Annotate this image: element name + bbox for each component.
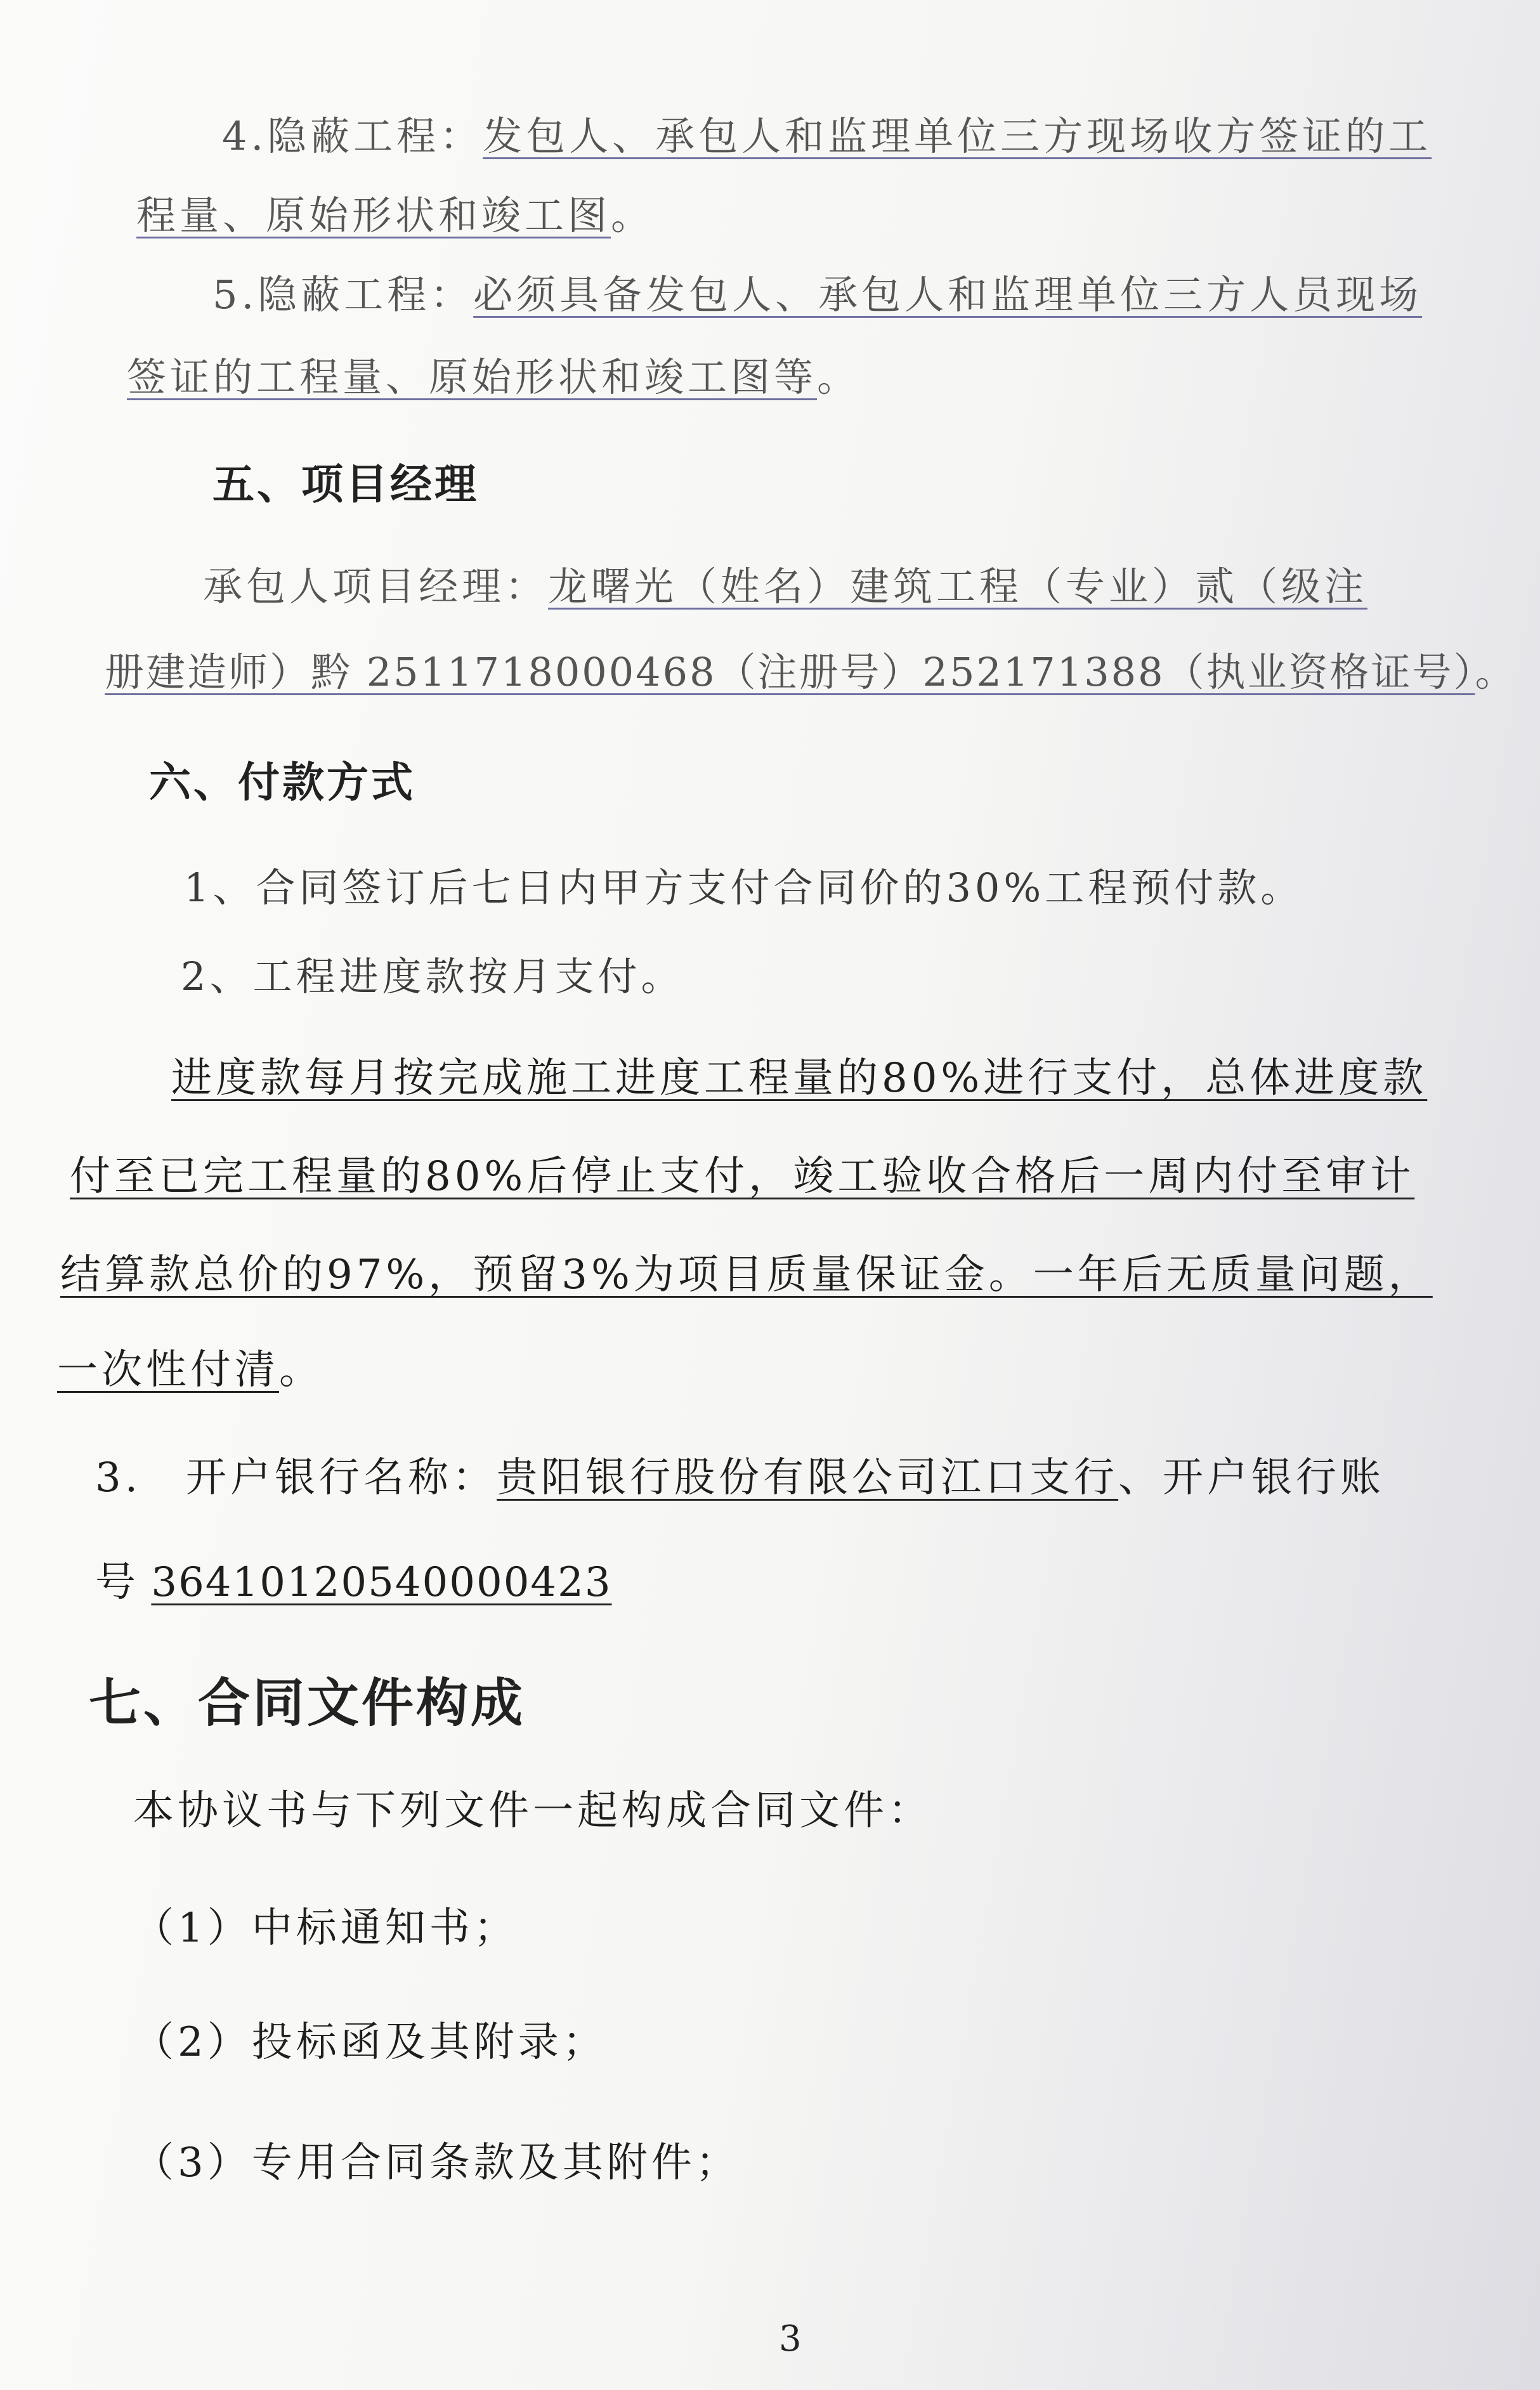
bank-name: 贵阳银行股份有限公司江口支行 — [497, 1454, 1119, 1501]
item-4-line-1 — [222, 111, 1432, 162]
bank-line — [95, 1453, 1385, 1503]
section-6-para-line-2 — [70, 1151, 1414, 1202]
item-5-underlined-1: 必须具备发包人、承包人和监理单位三方人员现场 — [473, 271, 1423, 318]
section-6-line-2: 2、工程进度款按月支付。 — [181, 953, 684, 1000]
section-7-title: 七、合同文件构成 — [89, 1673, 526, 1734]
progress-payment-end: 。 — [279, 1347, 323, 1394]
section-5-title: 五、项目经理 — [212, 460, 479, 509]
item-5-underlined-2: 签证的工程量、原始形状和竣工图等 — [127, 354, 818, 400]
section-6-para-line-3 — [60, 1250, 1433, 1300]
bank-mid: 、开户银行账 — [1118, 1454, 1385, 1501]
progress-payment-4: 一次性付清 — [57, 1347, 279, 1394]
section-5-underlined-1: 龙曙光（姓名）建筑工程（专业）贰（级注 — [548, 563, 1368, 610]
section-6-line-1: 1、合同签订后七日内甲方支付合同价的30%工程预付款。 — [184, 865, 1304, 911]
account-prefix: 号 — [95, 1559, 152, 1606]
item-4-underlined-1: 发包人、承包人和监理单位三方现场收方签证的工 — [483, 113, 1432, 159]
contract-doc-2: （2）投标函及其附录； — [133, 2019, 607, 2066]
account-line — [95, 1557, 612, 1608]
item-4-underlined-2: 程量、原始形状和竣工图 — [136, 192, 611, 238]
contract-doc-1: （1）中标通知书； — [133, 1905, 518, 1952]
account-number: 36410120540000423 — [151, 1559, 612, 1606]
item-4-end: 。 — [611, 192, 655, 238]
bank-prefix: 3. 开户银行名称： — [95, 1454, 497, 1501]
item-4-prefix: 4.隐蔽工程： — [222, 113, 483, 159]
item-5-prefix: 5.隐蔽工程： — [212, 271, 474, 318]
item-4-line-2 — [136, 190, 654, 241]
item-5-line-2 — [127, 352, 860, 403]
section-5-line-1 — [203, 561, 1367, 612]
item-5-line-1 — [212, 270, 1422, 320]
section-6-para-line-1 — [171, 1053, 1427, 1104]
section-5-end: 。 — [1475, 649, 1517, 695]
contract-doc-3: （3）专用合同条款及其附件； — [133, 2139, 740, 2186]
section-6-para-line-4 — [57, 1345, 323, 1395]
section-5-prefix: 承包人项目经理： — [203, 563, 549, 610]
page-number: 3 — [779, 2318, 802, 2360]
progress-payment-1: 进度款每月按完成施工进度工程量的80%进行支付，总体进度款 — [171, 1055, 1428, 1102]
section-5-line-2 — [105, 647, 1517, 698]
progress-payment-2: 付至已完工程量的80%后停止支付，竣工验收合格后一周内付至审计 — [70, 1153, 1415, 1200]
section-5-underlined-2: 册建造师）黔 2511718000468（注册号）252171388（执业资格证号） — [105, 649, 1475, 695]
item-5-end: 。 — [817, 354, 861, 400]
section-7-intro: 本协议书与下列文件一起构成合同文件： — [133, 1787, 932, 1834]
progress-payment-3: 结算款总价的97%，预留3%为项目质量保证金。一年后无质量问题， — [60, 1251, 1433, 1298]
section-6-title: 六、付款方式 — [149, 758, 415, 807]
